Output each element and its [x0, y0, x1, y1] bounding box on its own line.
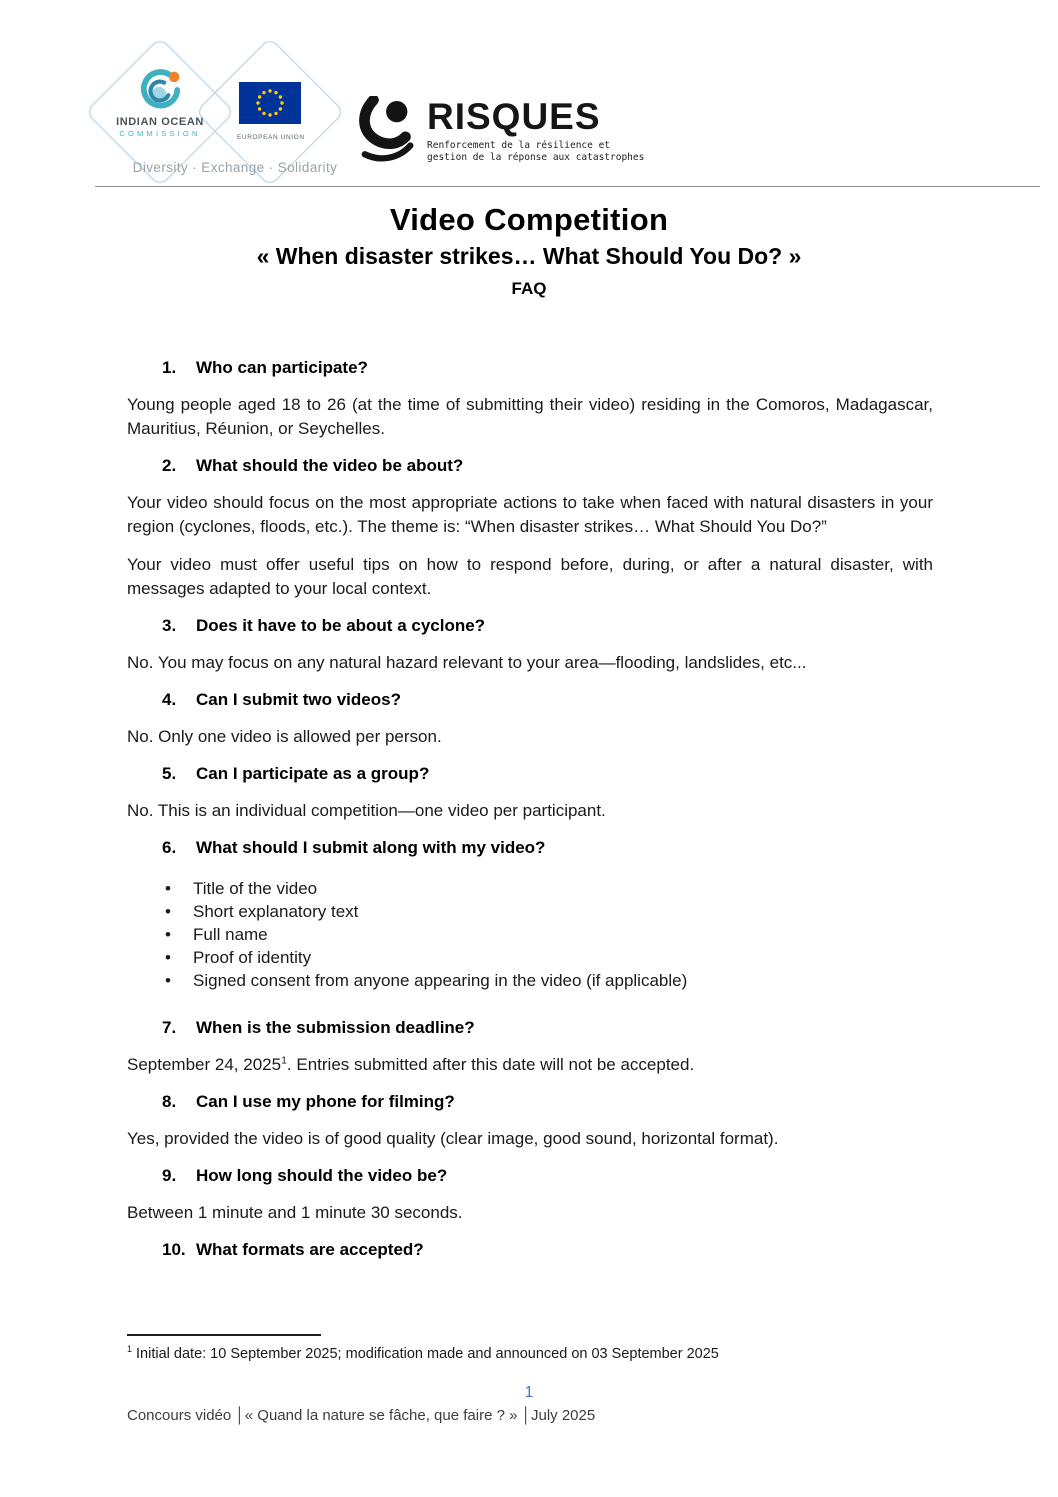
footnote-number: 1 [127, 1344, 132, 1355]
question-number: 8. [162, 1092, 177, 1111]
question-number: 6. [162, 838, 177, 857]
question-text: What should I submit along with my video? [196, 838, 546, 857]
answer-suffix: . Entries submitted after this date will not be accepted. [286, 1055, 695, 1074]
question-text: When is the submission deadline? [196, 1018, 475, 1037]
footnote-text: Initial date: 10 September 2025; modification made and announced on 03 September 2025 [132, 1346, 719, 1362]
faq-question-3 [127, 615, 933, 637]
risques-tagline [427, 140, 644, 164]
bullet-item: • Signed consent from anyone appearing in the video (if applicable) [127, 969, 933, 992]
ioc-tagline: Diversity · Exchange · Solidarity [132, 160, 338, 175]
faq-content [127, 345, 933, 1275]
faq-question-5 [127, 763, 933, 785]
faq-answer: No. This is an individual competition—one video per participant. [127, 801, 606, 820]
question-number: 1. [162, 358, 177, 377]
risques-person-icon [358, 96, 420, 166]
question-number: 2. [162, 456, 177, 475]
footnote [127, 1346, 933, 1362]
question-text: What should the video be about? [196, 456, 464, 475]
faq-question-1 [127, 357, 933, 379]
faq-answer: Between 1 minute and 1 minute 30 seconds. [127, 1203, 463, 1222]
faq-answer: Your video must offer useful tips on how to respond before, during, or after a natural disaster, with messages adapted to your local context. [127, 555, 933, 598]
faq-question-6 [127, 837, 933, 859]
question-number: 5. [162, 764, 177, 783]
question-text: Can I use my phone for filming? [196, 1092, 455, 1111]
footnote-divider [127, 1334, 321, 1336]
eu-label: EUROPEAN UNION [237, 134, 305, 141]
ioc-logo [103, 68, 217, 138]
question-number: 7. [162, 1018, 177, 1037]
title-block [0, 202, 1058, 299]
page-subtitle: « When disaster strikes… What Should You Do? » [256, 243, 802, 269]
faq-answer: Yes, provided the video is of good quality (clear image, good sound, horizontal format). [127, 1129, 779, 1148]
ioc-swirl-icon [137, 68, 183, 114]
eu-logo [237, 82, 303, 141]
question-number: 9. [162, 1166, 177, 1185]
question-number: 4. [162, 690, 177, 709]
faq-question-8 [127, 1091, 933, 1113]
risques-logo [358, 96, 644, 166]
answer-prefix: September 24, 2025 [127, 1055, 282, 1074]
faq-question-2 [127, 455, 933, 477]
faq-answer: Your video should focus on the most appropriate actions to take when faced with natural disasters in your region (cyclones, floods, etc.). The theme is: “When disaster strikes… What Should You Do?” [127, 493, 933, 536]
bullet-item: • Full name [127, 923, 933, 946]
faq-answer: No. Only one video is allowed per person. [127, 727, 442, 746]
ioc-name-line2: COMMISSION [119, 129, 201, 138]
faq-bullet-list [127, 877, 933, 992]
page-number: 1 [524, 1384, 534, 1401]
eu-flag-icon [239, 82, 301, 124]
question-text: How long should the video be? [196, 1166, 448, 1185]
ioc-name-line1: INDIAN OCEAN [116, 116, 204, 128]
question-text: Who can participate? [196, 358, 368, 377]
risques-tagline-line1: Renforcement de la résilience et [427, 140, 611, 151]
bullet-item: • Proof of identity [127, 946, 933, 969]
faq-question-7 [127, 1017, 933, 1039]
risques-tagline-line2: gestion de la réponse aux catastrophes [427, 152, 645, 163]
question-text: Can I participate as a group? [196, 764, 430, 783]
risques-text-block [427, 96, 644, 166]
bullet-item: • Short explanatory text [127, 900, 933, 923]
bullet-item: • Title of the video [127, 877, 933, 900]
faq-answer: Young people aged 18 to 26 (at the time of submitting their video) residing in the Comoros, Madagascar, Mauritius, Réunion, or Seychelles. [127, 395, 933, 438]
question-text: What formats are accepted? [196, 1240, 424, 1259]
question-number: 3. [162, 616, 177, 635]
header-divider [95, 186, 1040, 187]
question-text: Does it have to be about a cyclone? [196, 616, 486, 635]
question-number: 10. [162, 1240, 186, 1259]
page-title: Video Competition [389, 202, 669, 237]
faq-answer: No. You may focus on any natural hazard relevant to your area—flooding, landslides, etc... [127, 653, 807, 672]
risques-wordmark: RISQUES [427, 96, 601, 137]
faq-question-9 [127, 1165, 933, 1187]
faq-question-4 [127, 689, 933, 711]
question-text: Can I submit two videos? [196, 690, 401, 709]
footnote-reference: 1 [281, 1054, 287, 1067]
footer-text: Concours vidéo │« Quand la nature se fâche, que faire ? » │July 2025 [127, 1407, 596, 1424]
faq-question-10 [127, 1239, 933, 1261]
faq-answer [127, 1053, 933, 1077]
ioc-eu-logo-cluster [85, 52, 395, 184]
faq-label: FAQ [511, 279, 547, 298]
